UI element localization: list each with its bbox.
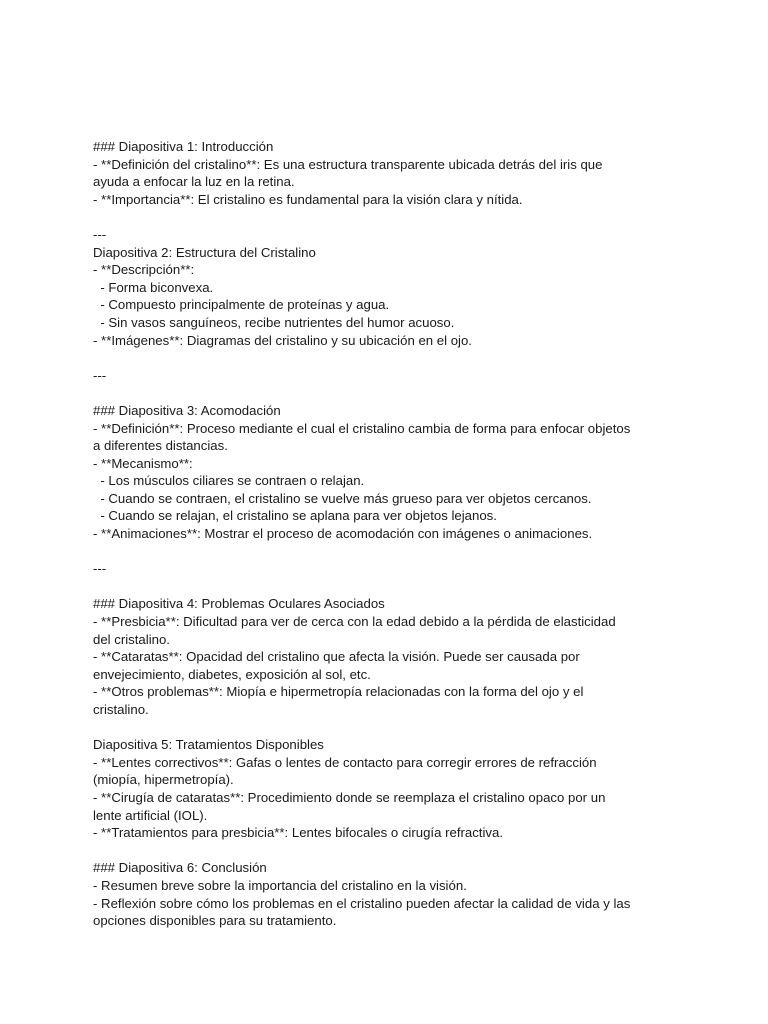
text-line: - Reflexión sobre cómo los problemas en el cristalino pueden afectar la calidad de vida y las xyxy=(93,895,631,911)
heading-slide-2: Diapositiva 2: Estructura del Cristalino xyxy=(93,244,316,260)
blank-line xyxy=(93,384,693,402)
blank-line xyxy=(93,578,693,596)
blank-line xyxy=(93,842,693,860)
text-line: - **Otros problemas**: Miopía e hipermetropía relacionadas con la forma del ojo y el xyxy=(93,684,584,700)
separator: --- xyxy=(93,561,107,577)
text-line: - Forma biconvexa. xyxy=(93,279,214,295)
heading-slide-3: ### Diapositiva 3: Acomodación xyxy=(93,402,281,418)
blank-line xyxy=(93,719,693,737)
text-line: - **Cataratas**: Opacidad del cristalino que afecta la visión. Puede ser causada por xyxy=(93,649,580,665)
text-line: - **Definición del cristalino**: Es una estructura transparente ubicada detrás del iris que xyxy=(93,156,603,172)
text-line: - Los músculos ciliares se contraen o relajan. xyxy=(93,473,365,489)
heading-slide-6: ### Diapositiva 6: Conclusión xyxy=(93,860,267,876)
text-line: - **Definición**: Proceso mediante el cual el cristalino cambia de forma para enfocar objetos xyxy=(93,420,631,436)
blank-line xyxy=(93,349,693,367)
text-line: - **Lentes correctivos**: Gafas o lentes de contacto para corregir errores de refracción xyxy=(93,754,597,770)
text-line: envejecimiento, diabetes, exposición al sol, etc. xyxy=(93,666,371,682)
text-line: (miopía, hipermetropía). xyxy=(93,772,234,788)
text-line: - Cuando se contraen, el cristalino se vuelve más grueso para ver objetos cercanos. xyxy=(93,490,592,506)
text-line: lente artificial (IOL). xyxy=(93,807,208,823)
text-line: - **Imágenes**: Diagramas del cristalino y su ubicación en el ojo. xyxy=(93,332,472,348)
text-line: del cristalino. xyxy=(93,631,170,647)
text-line: - Sin vasos sanguíneos, recibe nutrientes del humor acuoso. xyxy=(93,314,455,330)
blank-line xyxy=(93,543,693,561)
text-line: a diferentes distancias. xyxy=(93,438,228,454)
text-line: - **Descripción**: xyxy=(93,262,195,278)
text-line: - **Importancia**: El cristalino es fundamental para la visión clara y nítida. xyxy=(93,191,523,207)
text-line: - **Tratamientos para presbicia**: Lentes bifocales o cirugía refractiva. xyxy=(93,825,503,841)
text-line: ayuda a enfocar la luz en la retina. xyxy=(93,174,295,190)
text-line: cristalino. xyxy=(93,702,149,717)
text-line: - Resumen breve sobre la importancia del cristalino en la visión. xyxy=(93,877,467,893)
heading-slide-1: ### Diapositiva 1: Introducción xyxy=(93,139,274,154)
text-line: - **Presbicia**: Dificultad para ver de cerca con la edad debido a la pérdida de elasticidad xyxy=(93,614,616,630)
document-body xyxy=(93,138,693,930)
heading-slide-4: ### Diapositiva 4: Problemas Oculares Asociados xyxy=(93,596,385,612)
blank-line xyxy=(93,208,693,226)
text-line: - Cuando se relajan, el cristalino se aplana para ver objetos lejanos. xyxy=(93,508,497,524)
heading-slide-5: Diapositiva 5: Tratamientos Disponibles xyxy=(93,737,324,753)
text-line: - Compuesto principalmente de proteínas y agua. xyxy=(93,297,390,313)
text-line: - **Cirugía de cataratas**: Procedimiento donde se reemplaza el cristalino opaco por un xyxy=(93,789,606,805)
separator: --- xyxy=(93,367,107,383)
separator: --- xyxy=(93,226,107,242)
text-line: - **Mecanismo**: xyxy=(93,455,193,471)
text-line: opciones disponibles para su tratamiento. xyxy=(93,913,337,929)
text-line: - **Animaciones**: Mostrar el proceso de acomodación con imágenes o animaciones. xyxy=(93,526,593,542)
